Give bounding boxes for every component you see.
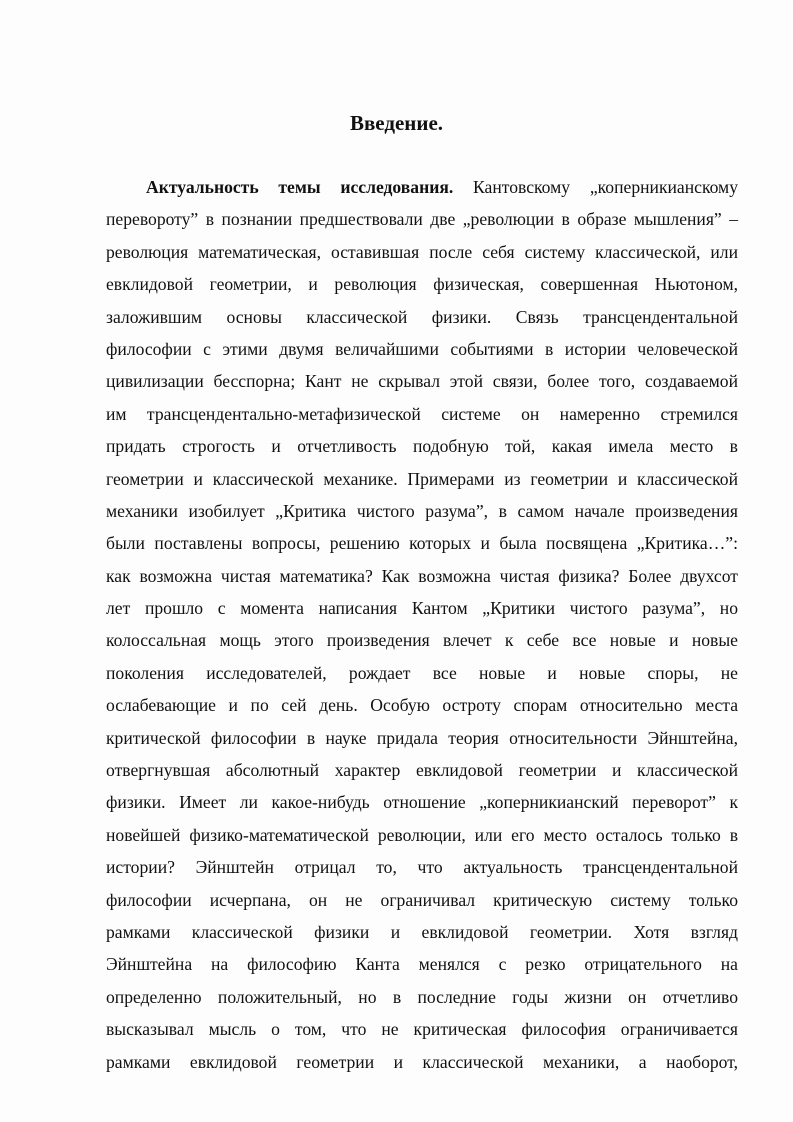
text-line: евклидовой геометрии, и революция физическая, совершенная Ньютоном, — [106, 274, 738, 295]
text-line: ослабевающие и по сей день. Особую остроту спорам относительно места — [106, 695, 738, 716]
text-line: определенно положительный, но в последние годы жизни он отчетливо — [106, 986, 738, 1007]
text-line — [106, 173, 738, 205]
text-line: механики изобилует „Критика чистого разума”, в самом начале произведения — [106, 500, 738, 521]
text-line: революция математическая, оставившая после себя систему классической, или — [106, 241, 738, 262]
text-line: поколения исследователей, рождает все новые и новые споры, не — [106, 662, 738, 683]
text-line: рамками евклидовой геометрии и классической механики, а наоборот, — [106, 1051, 738, 1072]
text-line: им трансцендентально-метафизической системе он намеренно стремился — [106, 403, 738, 424]
text-line: придать строгость и отчетливость подобную той, какая имела место в — [106, 436, 738, 457]
text-line: новейшей физико-математической революции, или его место осталось только в — [106, 824, 738, 845]
text-line: рамками классической физики и евклидовой геометрии. Хотя взгляд — [106, 921, 738, 942]
text-line: философии с этими двумя величайшими событиями в истории человеческой — [106, 338, 738, 359]
text-line: геометрии и классической механике. Примерами из геометрии и классической — [106, 468, 738, 489]
text-line: отвергнувшая абсолютный характер евклидовой геометрии и классической — [106, 760, 738, 781]
text-line: перевороту” в познании предшествовали две „революции в образе мышления” – — [106, 209, 738, 230]
text-line-content: Кантовскому „коперникианскому — [453, 177, 738, 197]
text-line: заложившим основы классической физики. Связь трансцендентальной — [106, 306, 738, 327]
text-line: лет прошло с момента написания Кантом „Критики чистого разума”, но — [106, 598, 738, 619]
text-line: физики. Имеет ли какое-нибудь отношение „коперникианский переворот” к — [106, 792, 738, 813]
lead-phrase: Актуальность темы исследования. — [146, 177, 454, 197]
text-line: высказывал мысль о том, что не критическая философия ограничивается — [106, 1019, 738, 1040]
text-line: критической философии в науке придала теория относительности Эйнштейна, — [106, 727, 738, 748]
text-line: философии исчерпана, он не ограничивал критическую систему только — [106, 889, 738, 910]
text-line: были поставлены вопросы, решению которых и была посвящена „Критика…”: — [106, 533, 738, 554]
text-line: как возможна чистая математика? Как возможна чистая физика? Более двухсот — [106, 565, 738, 586]
text-line: колоссальная мощь этого произведения влечет к себе все новые и новые — [106, 630, 738, 651]
text-line: истории? Эйнштейн отрицал то, что актуальность трансцендентальной — [106, 857, 738, 878]
text-line: Эйнштейна на философию Канта менялся с резко отрицательного на — [106, 954, 738, 975]
page-title: Введение. — [349, 111, 444, 135]
body-paragraph — [106, 173, 738, 1080]
text-line: цивилизации бесспорна; Кант не скрывал этой связи, более того, создаваемой — [106, 371, 738, 392]
